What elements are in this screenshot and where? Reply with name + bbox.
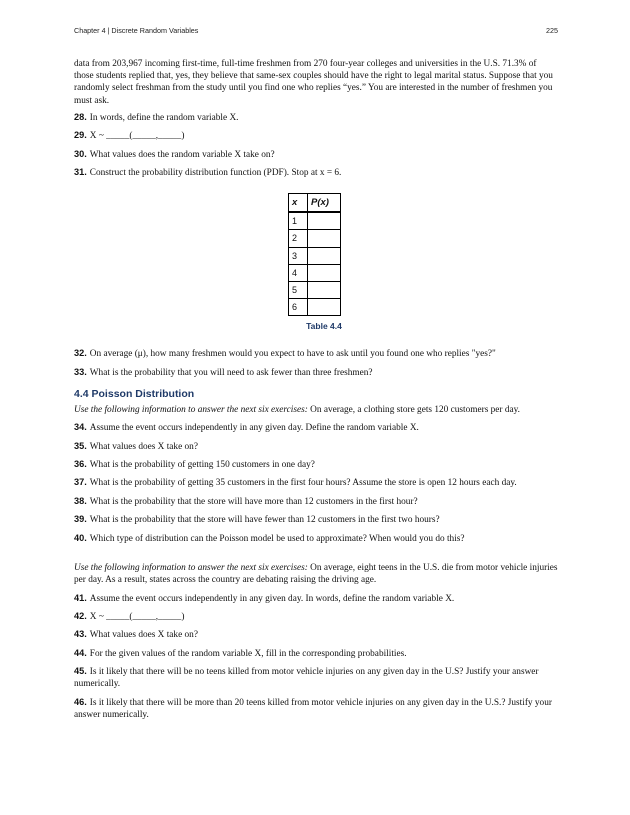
table-cell-px [308,281,341,298]
question-group-d [74,592,558,722]
table-cell-x: 1 [289,212,308,230]
table-cell-x: 2 [289,230,308,247]
question-28: 28. In words, define the random variable X. [74,111,239,123]
table-row [289,212,341,230]
table-row [289,264,341,281]
table-cell-px [308,247,341,264]
table-cell-px [308,299,341,316]
page-header [74,26,558,35]
table-row [289,247,341,264]
table-header-x: x [289,194,308,213]
pdf-table [288,193,341,316]
question-34: 34. Assume the event occurs independently in any given day. Define the random variable X. [74,422,419,434]
question-40: 40. Which type of distribution can the Poisson model be used to approximate? When would you do this? [74,532,465,544]
question-42: 42. X ~ _____(_____,_____) [74,611,185,623]
question-43: 43. What values does X take on? [74,629,198,641]
table-cell-px [308,212,341,230]
table-caption: Table 4.4 [306,321,342,332]
spacer [74,550,558,562]
question-44: 44. For the given values of the random variable X, fill in the corresponding probabilities. [74,647,407,659]
table-cell-x: 5 [289,281,308,298]
second-lead: Use the following information to answer the next six exercises: On average, eight teens in the U.S. die from motor vehicle injuries per day. As a result, states across the country are debating raising the driving age. [74,563,558,586]
table-cell-px [308,264,341,281]
question-29: 29. X ~ _____(_____,_____) [74,130,185,142]
question-45: 45. Is it likely that there will be no teens killed from motor vehicle injuries on any given day in the U.S? Justify your answer numerically. [74,666,539,690]
question-36: 36. What is the probability of getting 150 customers in one day? [74,459,315,471]
question-group-c [74,421,558,545]
question-39: 39. What is the probability that the store will have fewer than 12 customers in the first two hours? [74,514,440,526]
question-group-b [74,347,558,379]
question-41: 41. Assume the event occurs independently in any given day. In words, define the random variable X. [74,592,455,604]
question-30: 30. What values does the random variable X take on? [74,148,275,160]
table-cell-x: 6 [289,299,308,316]
table-header-px: P(x) [308,194,341,213]
question-37: 37. What is the probability of getting 35 customers in the first four hours? Assume the store is open 12 hours each day. [74,477,517,489]
chapter-title: Chapter 4 | Discrete Random Variables [74,26,199,35]
page-content [74,58,558,726]
table-cell-x: 3 [289,247,308,264]
section-lead: Use the following information to answer the next six exercises: On average, a clothing store gets 120 customers per day. [74,404,520,415]
question-35: 35. What values does X take on? [74,440,198,452]
table-row [289,299,341,316]
table-row [289,230,341,247]
question-38: 38. What is the probability that the store will have more than 12 customers in the first hour? [74,495,418,507]
intro-paragraph: data from 203,967 incoming first-time, full-time freshmen from 270 four-year colleges and universities in the U.S. 71.3% of those students replied that, yes, they believe that same-sex couples should have the right to legal marital status. Suppose that you randomly select freshman from the study until you find one who replies “yes.” You are interested in the number of freshmen you must ask. [74,59,553,106]
section-heading: 4.4 Poisson Distribution [74,387,195,400]
page-number: 225 [546,26,558,35]
table-header-row [289,194,341,213]
table-row [289,281,341,298]
question-46: 46. Is it likely that there will be more than 20 teens killed from motor vehicle injuries on any given day in the U.S.? Justify your answer numerically. [74,696,552,720]
question-group-a [74,111,558,179]
table-cell-x: 4 [289,264,308,281]
question-31: 31. Construct the probability distribution function (PDF). Stop at x = 6. [74,166,342,178]
table-cell-px [308,230,341,247]
question-33: 33. What is the probability that you will need to ask fewer than three freshmen? [74,366,373,378]
question-32: 32. On average (μ), how many freshmen would you expect to have to ask until you found one who replies "yes?" [74,348,496,360]
